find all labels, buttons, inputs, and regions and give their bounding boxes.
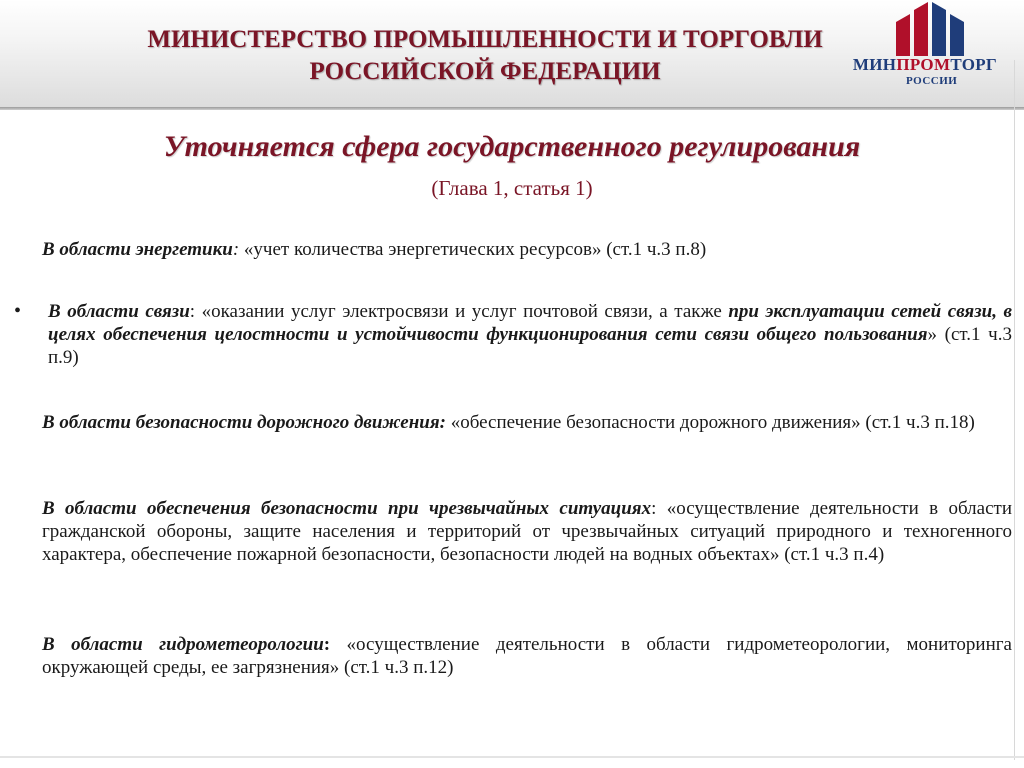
paragraph-road-safety: [42, 411, 1012, 434]
area-field: связи: [145, 301, 190, 322]
logo-bars-icon: [894, 0, 974, 56]
area-lead: В области: [42, 239, 136, 260]
header-divider: [0, 107, 1024, 110]
minpromtorg-logo: [850, 0, 1020, 100]
area-lead: В области: [42, 412, 136, 433]
slide-title: Уточняется сфера государственного регулирования: [163, 130, 861, 163]
area-lead: В области: [42, 634, 160, 655]
paragraph-communications: [48, 300, 1012, 369]
area-field: гидрометеорологии: [159, 634, 324, 655]
area-text-after: » (ст.1 ч.3 п.9): [48, 324, 1012, 368]
logo-word-min: МИН: [852, 55, 897, 74]
area-lead: В области: [48, 301, 146, 322]
logo-subtitle: РОССИИ: [906, 75, 958, 87]
area-field: энергетики: [135, 239, 233, 260]
ministry-title-line1: МИНИСТЕРСТВО ПРОМЫШЛЕННОСТИ И ТОРГОВЛИ: [147, 26, 823, 53]
area-text-before: «оказании услуг электросвязи и услуг почтовой связи, а также: [195, 301, 729, 322]
bullet-icon: •: [14, 300, 22, 322]
area-text: «обеспечение безопасности дорожного движения» (ст.1 ч.3 п.18): [445, 412, 975, 433]
area-lead: В области: [42, 498, 147, 519]
area-field: обеспечения безопасности при чрезвычайных ситуациях: [146, 498, 652, 519]
paragraph-emergencies: [42, 497, 1012, 566]
right-border-line: [1014, 60, 1015, 760]
logo-word-torg: ТОРГ: [950, 55, 998, 74]
slide-subtitle: (Глава 1, статья 1): [431, 176, 593, 200]
area-text: «осуществление деятельности в области гражданской обороны, защите населения и территорий от чрезвычайных ситуаций природного и техногенного характера, обеспечение пожарной безопасности, безопасности людей на водных объектах» (ст.1 ч.3 п.4): [42, 498, 1012, 565]
ministry-title-line2: РОССИЙСКОЙ ФЕДЕРАЦИИ: [309, 58, 661, 85]
logo-word-prom: ПРОМ: [896, 55, 951, 74]
bottom-border-line: [0, 756, 1024, 758]
area-field: безопасности дорожного движения:: [135, 412, 446, 433]
paragraph-energy: [42, 238, 1012, 261]
area-sep: :: [232, 239, 240, 260]
area-emphasis: при эксплуатации сетей связи, в целях обеспечения целостности и устойчивости функционирования сети связи общего пользования: [48, 301, 1012, 345]
paragraph-hydrometeorology: [42, 633, 1012, 679]
area-text: «учет количества энергетических ресурсов» (ст.1 ч.3 п.8): [239, 239, 707, 260]
area-sep: :: [189, 301, 196, 322]
logo-wordmark: [850, 55, 1000, 75]
area-text: «осуществление деятельности в области гидрометеорологии, мониторинга окружающей среды, ее загрязнения» (ст.1 ч.3 п.12): [42, 634, 1012, 678]
ministry-title: [70, 24, 900, 88]
area-sep: :: [323, 634, 331, 655]
area-sep: :: [651, 498, 657, 519]
